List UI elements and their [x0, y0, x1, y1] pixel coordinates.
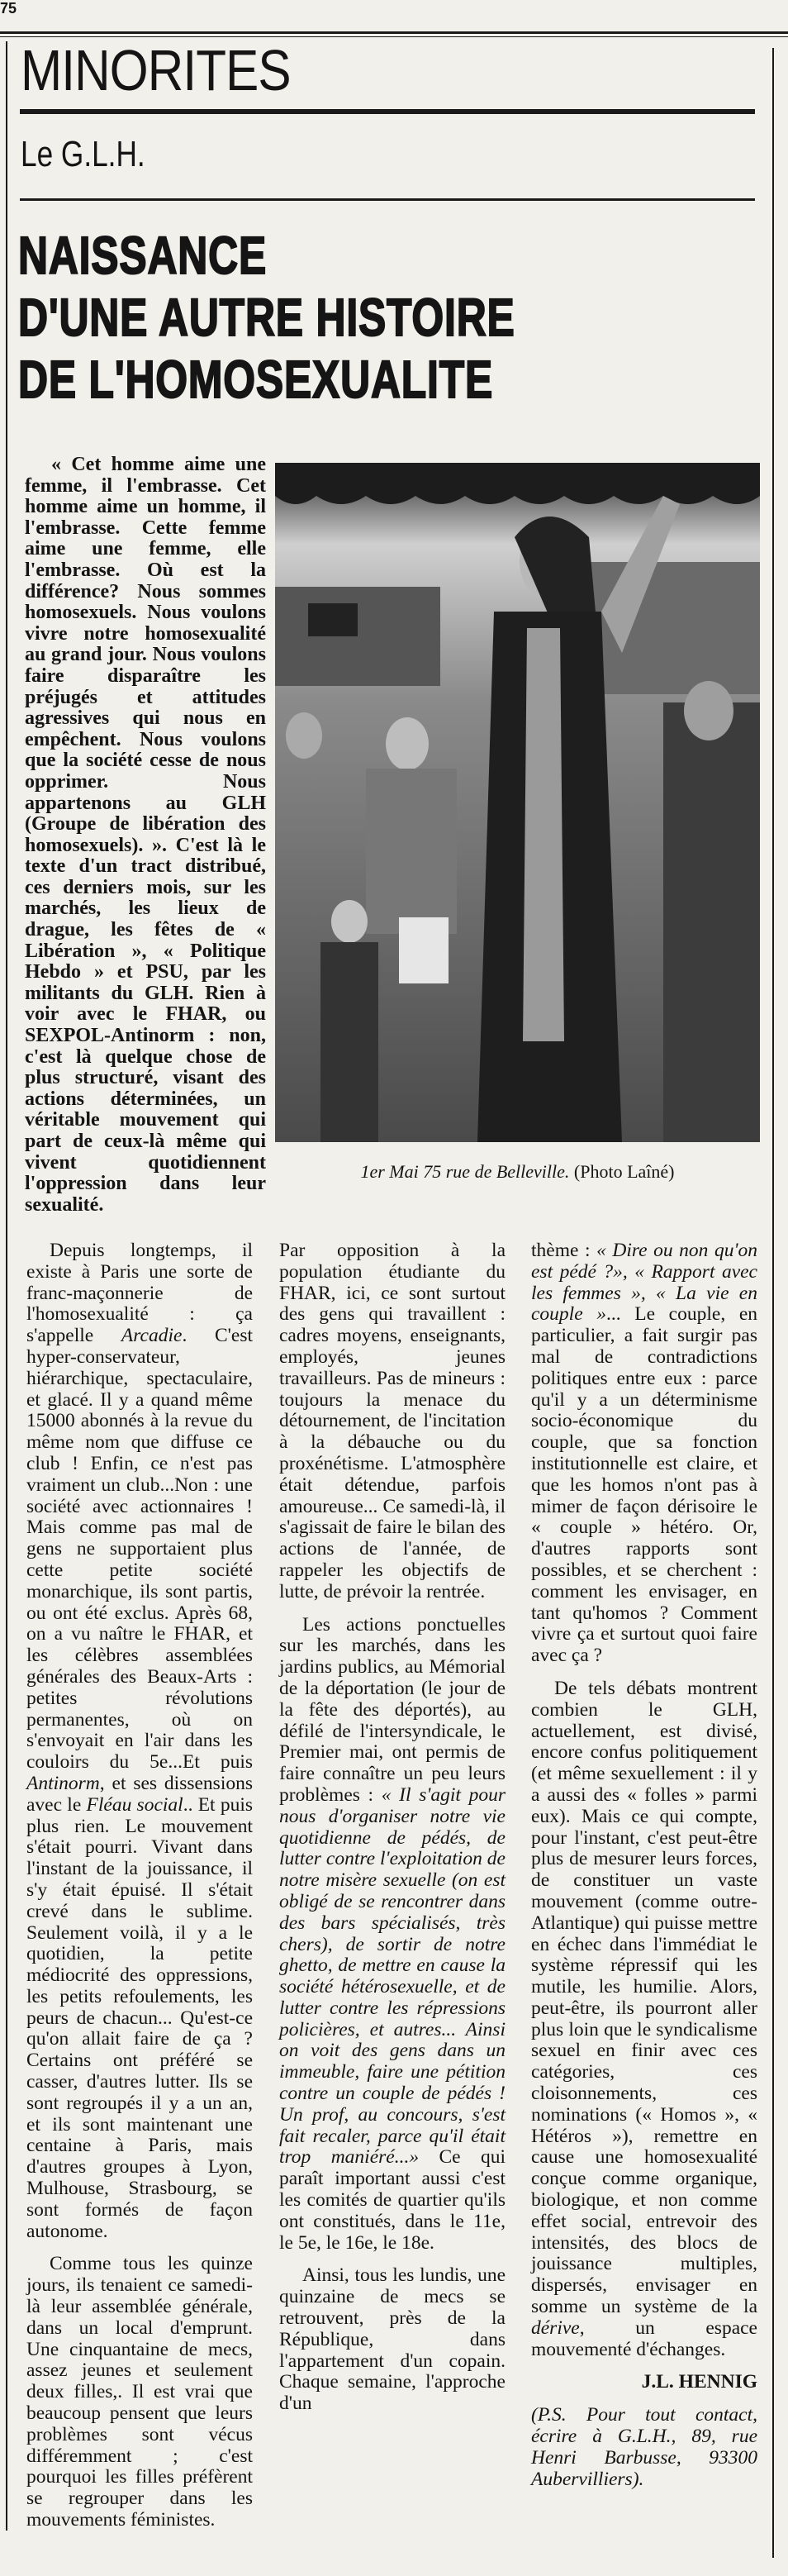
- article-column-1: [26, 1240, 253, 2543]
- kicker-divider: [20, 198, 755, 201]
- right-frame-line: [772, 48, 774, 2558]
- text-run: thème :: [531, 1240, 597, 1261]
- photo-crowd-image: [275, 463, 760, 1142]
- caption-place: 1er Mai 75 rue de Belleville.: [360, 1161, 570, 1182]
- top-rule-thin: [0, 36, 788, 37]
- author-signature: [531, 2372, 757, 2393]
- article-column-2: [279, 1240, 506, 2426]
- text-run: , et ses dissensions avec le: [26, 1772, 253, 1816]
- text-run: ... Le couple, en particulier, a fait surgir pas mal de contradictions politiques entre eux : parce qu'il y a un déterminisme socio-économique du couple, que sa fonction institutionnelle est claire, et que les homos n'ont pas à mimer de façon dérisoire le « couple » hétéro. Or, d'autres rapports sont possibles, et se cherchent : comment les envisager, en tant qu'homos ? Comment vivre ça et surtout quoi faire avec ça ?: [531, 1303, 757, 1667]
- intro-lead: [25, 455, 266, 1216]
- headline: [18, 225, 515, 411]
- paragraph: [531, 1240, 757, 1667]
- text-run: , un espace mouvementé d'échanges.: [531, 2316, 757, 2360]
- text-run: Cet homme aime une femme, il l'embrasse. Cet homme aime un homme, il l'embrasse. Cette femme aime une femme, elle l'embrasse. Où est la différence? Nous sommes homosexuels. Nous voulons vivre notre homosexualité au grand jour. Nous voulons faire disparaître les préjugés et attitudes agressives qui nous en empêchent. Nous voulons que la société cesse de nous opprimer. Nous appartenons au GLH (Groupe de libération des homosexuels). ». C'est là le texte d'un tract distribué, ces derniers mois, sur les marchés, les lieux de drague, les fêtes de « Libération », « Politique Hebdo » et PSU, par les militants du GLH. Rien à voir avec le FHAR, ou SEXPOL-Antinorm : non, c'est là quelque chose de plus structuré, visant des actions déterminées, un véritable mouvement qui part de ceux-là même qui vivent quotidiennent l'oppression dans leur sexualité.: [25, 454, 266, 1216]
- headline-line: D'UNE AUTRE HISTOIRE: [18, 288, 515, 347]
- italic-text: (P.S. Pour tout contact, écrire à G.L.H., 89, rue Henri Barbusse, 93300 Aubervilliers).: [531, 2404, 757, 2490]
- text-run: Depuis longtemps, il existe à Paris une sorte de franc-maçonnerie de l'homosexualité : ça s'appelle: [26, 1240, 253, 1347]
- paragraph: [279, 1615, 506, 2255]
- text-run: De tels débats montrent combien le GLH, actuellement, est divisé, encore confus politiquement (et même sexuellement : il y a aussi des « folles » parmi eux). Mais ce qui compte, pour l'instant, c'est peut-être plus de mesurer leurs forces, de constituer un vaste mouvement (comme outre-Atlantique) qui puisse mettre en échec dans l'immédiat le système répressif qui les mutile, les humilie. Alors, peut-être, ils pourront aller plus loin que le syndicalisme sexuel en finir avec ces catégories, ces cloisonnements, ces nominations (« Homos », « Hétéros »), remettre en cause une homosexualité conçue comme organique, biologique, et non comme effet social, entrevoir des intensités, des blocs de jouissance multiples, dispersés, envisager en somme un système de la: [531, 1677, 757, 2318]
- left-frame-line: [6, 41, 7, 2531]
- kicker: Le G.L.H.: [21, 134, 145, 174]
- paragraph: [279, 1240, 506, 1603]
- italic-text: « Dire ou non qu'on est pédé ?», « Rapport avec les femmes », « La vie en couple »: [531, 1240, 758, 1326]
- italic-text: Fléau social: [86, 1793, 183, 1816]
- text-run: Les actions ponctuelles sur les marchés, dans les jardins publics, au Mémorial de la déportation (le jour de la fête des déportés), au défilé de l'intersyndicale, le Premier mai, ont permis de faire connaître un peu leurs problèmes :: [279, 1613, 506, 1806]
- italic-text: dérive: [531, 2316, 580, 2339]
- paragraph: [26, 2254, 253, 2531]
- text-run: Ce qui paraît important aussi c'est les comités de quartier qu'ils ont constitués, dans le 11e, le 5e, le 16e, le 18e.: [279, 2146, 506, 2254]
- postscript-contact: [531, 2405, 757, 2490]
- paragraph: [26, 1240, 253, 2242]
- article-photo: [275, 463, 760, 1142]
- caption-credit: (Photo Laîné): [573, 1161, 675, 1182]
- text-run: .. Et puis plus rien. Le mouvement s'était pourri. Vivant dans l'instant de la jouissance, il s'y était épuisé. Il s'était crevé dans le sublime. Seulement voilà, il y a le quotidien, la petite médiocrité des oppressions, les petits refoulements, les peurs de chacun... Qu'est-ce qu'on allait faire de ça ? Certains ont préféré se casser, d'autres lutter. Ils se sont regroupés il y a un an, et ils sont maintenant une centaine à Paris, mais d'autres groupes à Lyon, Mulhouse, Strasbourg, se sont formés de façon autonome.: [26, 1793, 253, 2242]
- italic-text: Antinorm: [26, 1772, 100, 1794]
- rubric-divider: [20, 109, 755, 114]
- photo-caption: [275, 1161, 760, 1183]
- italic-text: « Il s'agit pour nous d'organiser notre vie quotidienne de pédés, de lutter contre l'exploitation de notre misère sexuelle (on est obligé de se rencontrer dans des bars spécialisés, très chers), de sortir de notre ghetto, de mettre en cause la société hétérosexuelle, et de lutter contre les répressions policières, et autres... Ainsi on voit des gens dans un immeuble, faire une pétition contre un couple de pédés ! Un prof, au concours, s'est fait recaler, parce qu'il était trop maniéré...»: [279, 1783, 506, 2169]
- top-rule: [0, 31, 788, 34]
- text-run: Comme tous les quinze jours, ils tenaient ce samedi-là leur assemblée générale, dans un local d'emprunt. Une cinquantaine de mecs, assez jeunes et seulement deux filles,. Il est vrai que beaucoup pensent que leurs problèmes sont vécus différemment ; c'est pourquoi les filles préfèrent se regrouper dans les mouvements féministes.: [26, 2253, 253, 2531]
- headline-line: NAISSANCE: [18, 226, 268, 285]
- paragraph: [25, 455, 266, 1216]
- text-run: «: [51, 454, 72, 475]
- paragraph: [531, 1678, 757, 2361]
- headline-line: DE L'HOMOSEXUALITE: [18, 350, 494, 409]
- text-run: Ainsi, tous les lundis, une quinzaine de mecs se retrouvent, près de la République, dans l'appartement d'un copain. Chaque semaine, l'approche d'un: [279, 2264, 506, 2415]
- page-number: 75: [0, 0, 17, 17]
- italic-text: Arcadie: [121, 1325, 183, 1347]
- text-run: . C'est hyper-conservateur, hiérarchique, spectaculaire, et glacé. Il y a quand même 15000 abonnés à la revue du même nom que diffuse ce club ! Enfin, ce n'est pas vraiment un club...Non : une société avec actionnaires ! Mais comme pas mal de gens ne supportaient plus cette petite société monarchique, ils sont partis, ou ont été exclus. Après 68, on a vu naître le FHAR, et les célèbres assemblées générales des Beaux-Arts : petites révolutions permanentes, où on s'envoyait en l'air dans les couloirs du 5e...Et puis: [26, 1325, 253, 1774]
- section-rubric: MINORITES: [21, 38, 291, 102]
- paragraph: [279, 2265, 506, 2415]
- text-run: J.L. HENNIG: [641, 2371, 757, 2393]
- text-run: Par opposition à la population étudiante du FHAR, ici, ce sont surtout des gens qui travaillent : cadres moyens, enseignants, employés, jeunes travailleurs. Pas de mineurs : toujours la menace du détournement, de l'incitation à la débauche ou du proxénétisme. L'atmosphère était détendue, parfois amoureuse... Ce samedi-là, il s'agissait de faire le bilan des actions de l'année, de rappeler les objectifs de lutte, de prévoir la rentrée.: [279, 1240, 506, 1602]
- article-column-3: [531, 1240, 757, 2502]
